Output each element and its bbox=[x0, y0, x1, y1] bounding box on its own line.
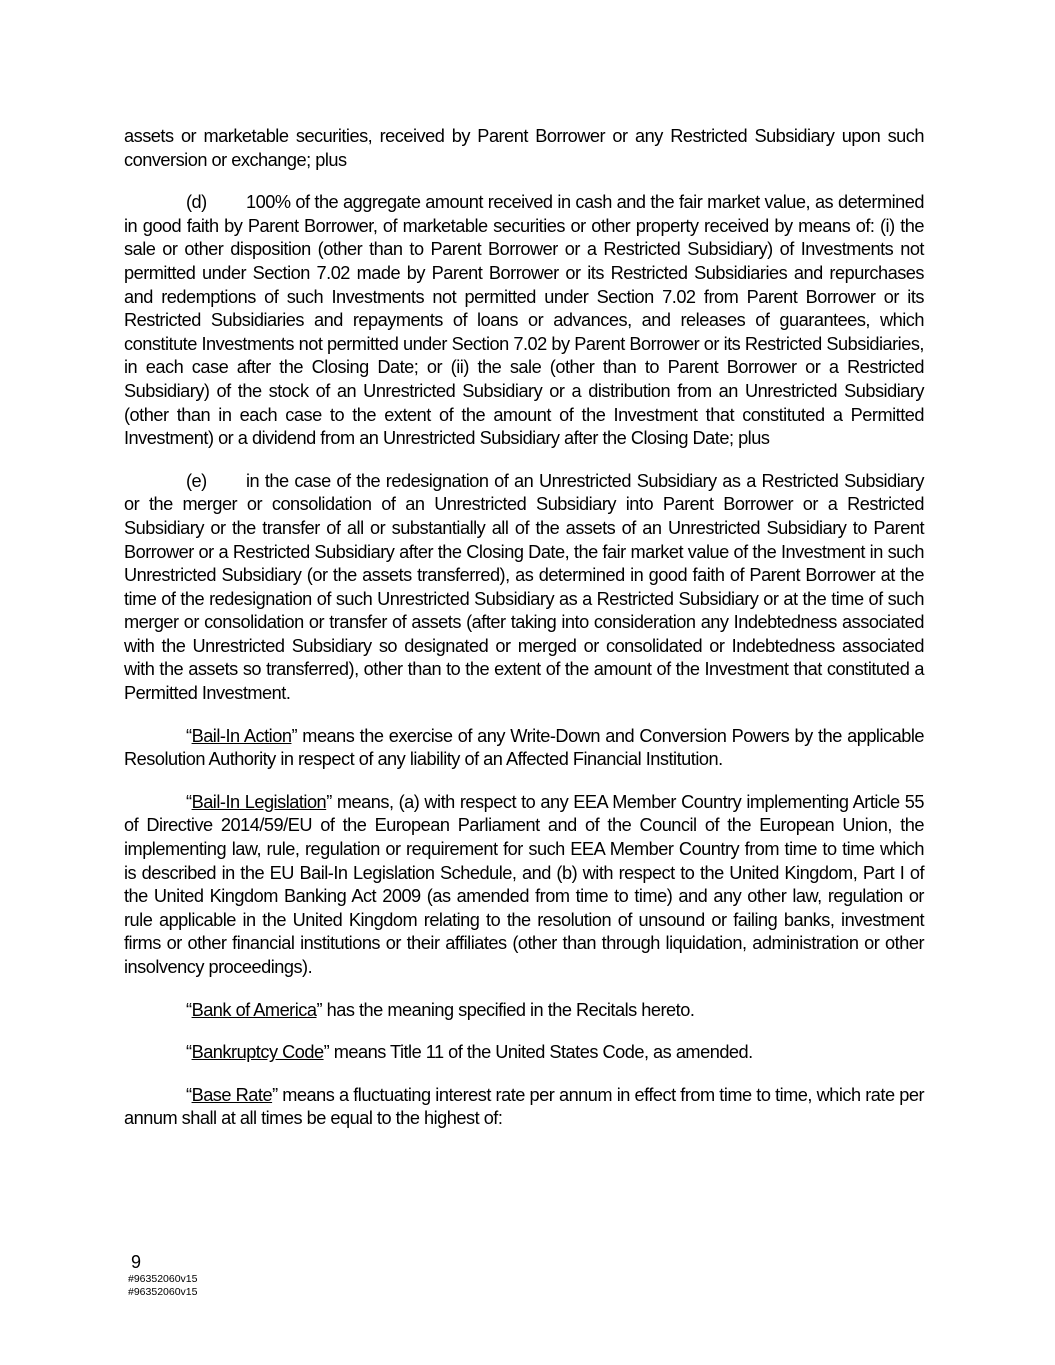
definition-base-rate bbox=[124, 1084, 924, 1131]
clause-d-paragraph bbox=[124, 191, 924, 451]
clause-e-number: (e) bbox=[186, 470, 207, 491]
close-quote: ” bbox=[326, 791, 332, 812]
definition-text: has the meaning specified in the Recitals hereto. bbox=[322, 999, 695, 1020]
clause-d-number: (d) bbox=[186, 192, 207, 213]
open-quote: “ bbox=[186, 999, 192, 1020]
intro-text: assets or marketable securities, received by Parent Borrower or any Restricted Subsidiary upon such conversion or exchange; bbox=[124, 126, 924, 170]
definition-text: means a fluctuating interest rate per annum in effect from time to time, which rate per annum shall at all times be equal to the highest of: bbox=[124, 1084, 924, 1129]
intro-connector: plus bbox=[315, 149, 347, 170]
open-quote: “ bbox=[186, 725, 192, 746]
clause-e-text: in the case of the redesignation of an Unrestricted Subsidiary as a Restricted Subsidiary or the merger or consolidation of an Unrestricted Subsidiary into Parent Borrower or a Restricted Subsidiary or the transfer of all or substantially all of the assets of an Unrestricted Subsidiary to Parent Borrower or a Restricted Subsidiary after the Closing Date, the fair market value of the Investment in such Unrestricted Subsidiary (or the assets transferred), as determined in good faith of Parent Borrower at the time of the redesignation of such Unrestricted Subsidiary as a Restricted Subsidiary or at the time of such merger or consolidation or transfer of assets (after taking into consideration any Indebtedness associated with the Unrestricted Subsidiary so designated or merged or consolidated or Indebtedness associated with the assets so transferred), other than to the extent of the amount of the Investment that constituted a Permitted Investment. bbox=[124, 470, 924, 704]
definition-text: means the exercise of any Write-Down and Conversion Powers by the applicable Resolution Authority in respect of any liability of an Affected Financial Institution. bbox=[124, 725, 924, 770]
defined-term: Bankruptcy Code bbox=[191, 1042, 324, 1063]
defined-term: Bank of America bbox=[191, 999, 317, 1020]
close-quote: ” bbox=[316, 999, 323, 1020]
close-quote: ” bbox=[323, 1042, 330, 1063]
defined-term: Bail-In Legislation bbox=[191, 791, 327, 812]
page-footer bbox=[128, 1251, 198, 1298]
open-quote: “ bbox=[186, 1042, 192, 1063]
definition-bank-of-america bbox=[124, 999, 924, 1023]
document-id: #96352060v15 bbox=[128, 1285, 198, 1298]
definition-bail-in-action bbox=[124, 725, 924, 772]
clause-d-connector: plus bbox=[738, 428, 770, 449]
document-body bbox=[124, 125, 924, 1150]
page-number: 9 bbox=[131, 1252, 142, 1272]
definition-bail-in-legislation bbox=[124, 791, 924, 980]
definition-bankruptcy-code bbox=[124, 1041, 924, 1065]
clause-e-paragraph bbox=[124, 470, 924, 706]
open-quote: “ bbox=[186, 1084, 192, 1105]
close-quote: ” bbox=[272, 1084, 278, 1105]
clause-d-text: 100% of the aggregate amount received in cash and the fair market value, as determined in good faith by Parent Borrower, of marketable securities or other property received by means of: (i) the sale or other disposition (other than to Parent Borrower or a Restricted Subsidiary) of Investments not permitted under Section 7.02 made by Parent Borrower or its Restricted Subsidiaries and repurchases and redemptions of such Investments not permitted under Section 7.02 from Parent Borrower or its Restricted Subsidiaries and repayments of loans or advances, and releases of guarantees, which constitute Investments not permitted under Section 7.02 by Parent Borrower or its Restricted Subsidiaries, in each case after the Closing Date; or (ii) the sale (other than to Parent Borrower or a Restricted Subsidiary) of the stock of an Unrestricted Subsidiary or a distribution from an Unrestricted Subsidiary (other than in each case to the extent of the amount of the Investment that constituted a Permitted Investment) or a dividend from an Unrestricted Subsidiary after the Closing Date; bbox=[124, 192, 924, 449]
defined-term: Bail-In Action bbox=[191, 725, 292, 746]
document-id: #96352060v15 bbox=[128, 1273, 198, 1285]
intro-paragraph bbox=[124, 125, 924, 172]
definition-text: means Title 11 of the United States Code, as amended. bbox=[329, 1042, 753, 1063]
open-quote: “ bbox=[186, 791, 192, 812]
close-quote: ” bbox=[291, 725, 298, 746]
definition-text: means, (a) with respect to any EEA Member Country implementing Article 55 of Directive 2014/59/EU of the European Parliament and of the Council of the European Union, the implementing law, rule, regulation or requirement for such EEA Member Country from time to time which is described in the EU Bail-In Legislation Schedule, and (b) with respect to the United Kingdom, Part I of the United Kingdom Banking Act 2009 (as amended from time to time) and any other law, regulation or rule applicable in the United Kingdom relating to the resolution of unsound or failing banks, investment firms or other financial institutions or their affiliates (other than through liquidation, administration or other insolvency proceedings). bbox=[124, 791, 924, 977]
defined-term: Base Rate bbox=[191, 1084, 273, 1105]
